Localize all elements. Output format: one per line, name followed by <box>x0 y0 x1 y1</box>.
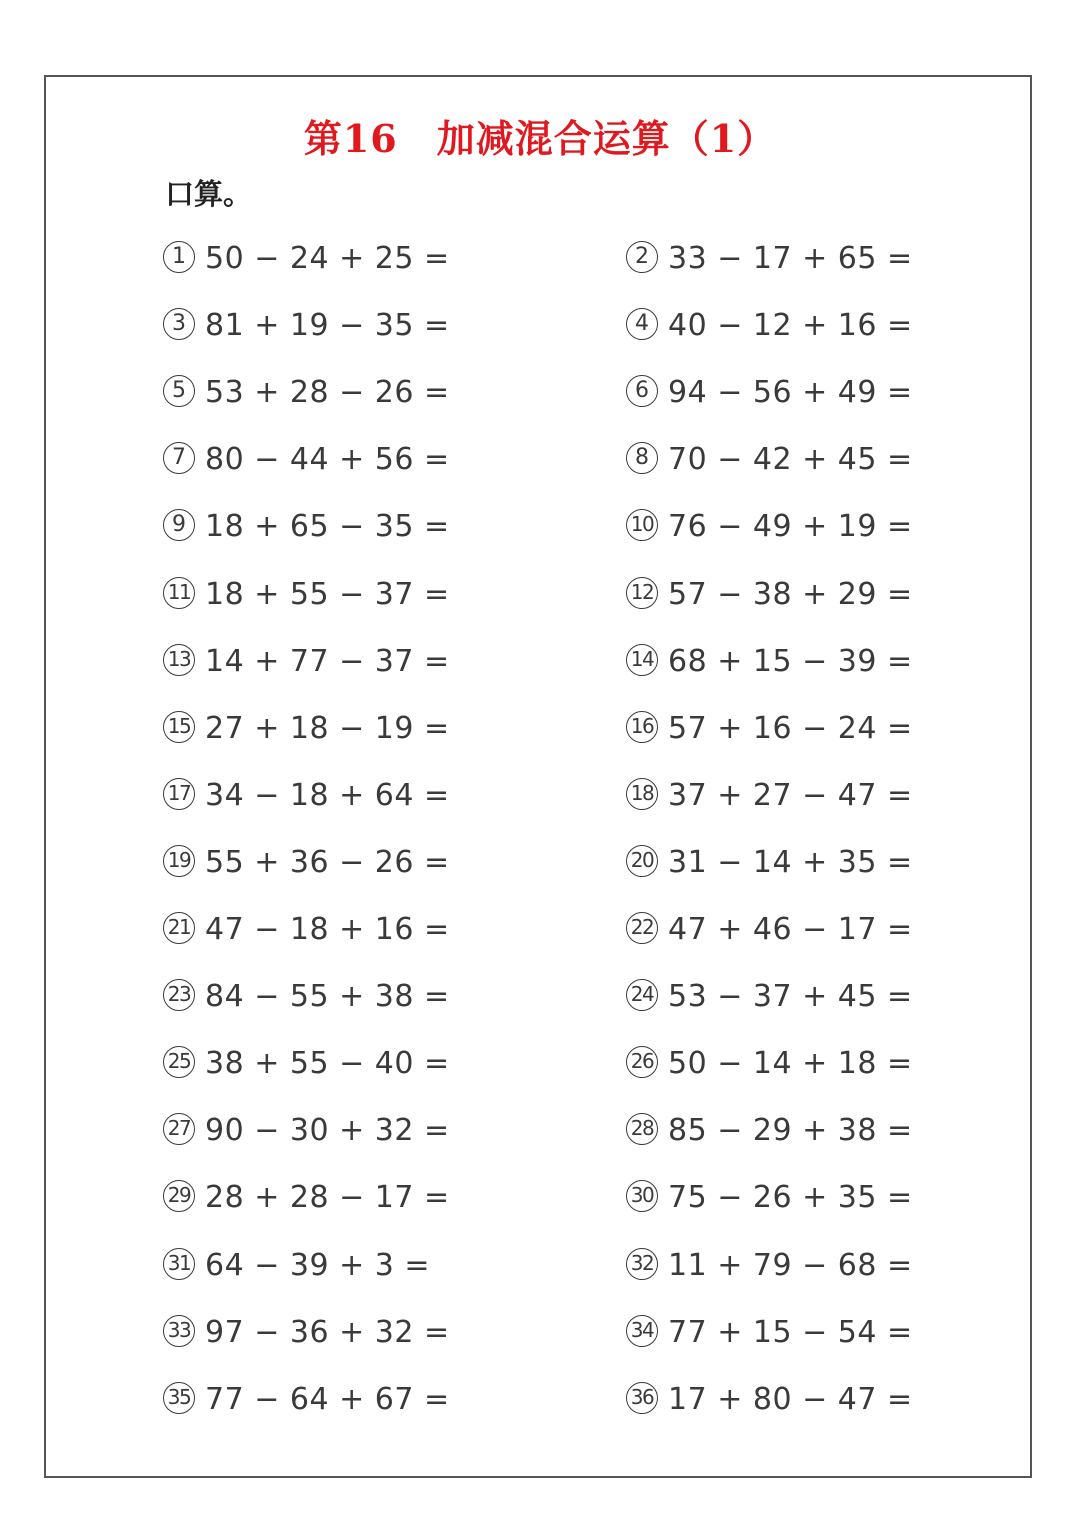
problem-expression: 18 + 65 − 35 = <box>205 508 450 544</box>
problem-item <box>163 708 450 748</box>
problem-number-circle: 23 <box>163 979 195 1011</box>
problem-number-circle: 16 <box>626 711 658 743</box>
problem-number-circle: 5 <box>163 375 195 407</box>
problem-item <box>163 641 450 681</box>
problem-item <box>626 1043 913 1083</box>
problem-item <box>163 439 450 479</box>
problem-number-circle: 27 <box>163 1113 195 1145</box>
problem-item <box>163 976 450 1016</box>
problem-number-circle: 33 <box>163 1315 195 1347</box>
problem-expression: 38 + 55 − 40 = <box>205 1045 450 1081</box>
problem-item <box>163 1312 450 1352</box>
problem-item <box>626 238 913 278</box>
problem-item <box>626 506 913 546</box>
problem-expression: 97 − 36 + 32 = <box>205 1314 450 1350</box>
problem-expression: 53 + 28 − 26 = <box>205 374 450 410</box>
problem-number-circle: 25 <box>163 1046 195 1078</box>
problem-expression: 80 − 44 + 56 = <box>205 441 450 477</box>
problem-expression: 47 + 46 − 17 = <box>668 911 913 947</box>
problem-expression: 17 + 80 − 47 = <box>668 1381 913 1417</box>
problem-number-circle: 12 <box>626 577 658 609</box>
problem-expression: 77 + 15 − 54 = <box>668 1314 913 1350</box>
problem-expression: 40 − 12 + 16 = <box>668 307 913 343</box>
problem-item <box>626 1177 913 1217</box>
problem-item <box>163 574 450 614</box>
problem-item <box>163 1177 450 1217</box>
problem-item <box>163 1245 430 1285</box>
problem-expression: 28 + 28 − 17 = <box>205 1179 450 1215</box>
problem-item <box>626 574 913 614</box>
problem-number-circle: 2 <box>626 241 658 273</box>
problem-expression: 64 − 39 + 3 = <box>205 1247 431 1283</box>
problem-number-circle: 21 <box>163 912 195 944</box>
problem-item <box>626 708 913 748</box>
problem-expression: 90 − 30 + 32 = <box>205 1112 450 1148</box>
problem-expression: 84 − 55 + 38 = <box>205 978 450 1014</box>
problem-item <box>626 976 913 1016</box>
problem-number-circle: 17 <box>163 778 195 810</box>
problem-expression: 27 + 18 − 19 = <box>205 710 450 746</box>
instruction-label: 口算。 <box>165 177 253 211</box>
problem-item <box>626 305 913 345</box>
problem-expression: 47 − 18 + 16 = <box>205 911 450 947</box>
problem-expression: 57 − 38 + 29 = <box>668 576 913 612</box>
problem-item <box>163 238 450 278</box>
problem-number-circle: 11 <box>163 577 195 609</box>
problem-item <box>626 1245 913 1285</box>
problem-item <box>626 1379 913 1419</box>
problem-number-circle: 15 <box>163 711 195 743</box>
problem-expression: 31 − 14 + 35 = <box>668 844 913 880</box>
problem-expression: 34 − 18 + 64 = <box>205 777 450 813</box>
problem-expression: 70 − 42 + 45 = <box>668 441 913 477</box>
problem-expression: 55 + 36 − 26 = <box>205 844 450 880</box>
problem-expression: 37 + 27 − 47 = <box>668 777 913 813</box>
problem-expression: 76 − 49 + 19 = <box>668 508 913 544</box>
problem-number-circle: 6 <box>626 375 658 407</box>
worksheet-title: 第16 加减混合运算（1） <box>303 116 777 161</box>
problem-number-circle: 29 <box>163 1180 195 1212</box>
problem-number-circle: 20 <box>626 845 658 877</box>
problem-number-circle: 14 <box>626 644 658 676</box>
problem-item <box>626 775 913 815</box>
problem-expression: 57 + 16 − 24 = <box>668 710 913 746</box>
problem-item <box>163 372 450 412</box>
problem-item <box>163 1379 450 1419</box>
problem-item <box>626 909 913 949</box>
problem-number-circle: 3 <box>163 308 195 340</box>
problem-number-circle: 24 <box>626 979 658 1011</box>
problem-number-circle: 9 <box>163 509 195 541</box>
problem-expression: 18 + 55 − 37 = <box>205 576 450 612</box>
problem-number-circle: 32 <box>626 1248 658 1280</box>
problem-number-circle: 31 <box>163 1248 195 1280</box>
problem-expression: 81 + 19 − 35 = <box>205 307 450 343</box>
problem-item <box>626 372 913 412</box>
problem-number-circle: 22 <box>626 912 658 944</box>
problem-number-circle: 13 <box>163 644 195 676</box>
problem-number-circle: 8 <box>626 442 658 474</box>
problem-expression: 50 − 14 + 18 = <box>668 1045 913 1081</box>
problem-number-circle: 1 <box>163 241 195 273</box>
problem-item <box>163 1043 450 1083</box>
problem-expression: 75 − 26 + 35 = <box>668 1179 913 1215</box>
problem-item <box>163 506 450 546</box>
problem-item <box>163 909 450 949</box>
problem-number-circle: 35 <box>163 1382 195 1414</box>
problem-number-circle: 7 <box>163 442 195 474</box>
problem-number-circle: 36 <box>626 1382 658 1414</box>
problem-expression: 50 − 24 + 25 = <box>205 240 450 276</box>
problem-item <box>626 842 913 882</box>
problem-item <box>626 1110 913 1150</box>
problem-item <box>626 439 913 479</box>
problem-expression: 33 − 17 + 65 = <box>668 240 913 276</box>
problem-expression: 85 − 29 + 38 = <box>668 1112 913 1148</box>
problem-expression: 68 + 15 − 39 = <box>668 643 913 679</box>
problem-item <box>626 1312 913 1352</box>
problem-expression: 11 + 79 − 68 = <box>668 1247 913 1283</box>
problem-expression: 53 − 37 + 45 = <box>668 978 913 1014</box>
problem-expression: 77 − 64 + 67 = <box>205 1381 450 1417</box>
problem-item <box>163 775 450 815</box>
problem-number-circle: 18 <box>626 778 658 810</box>
problem-item <box>163 1110 450 1150</box>
problem-number-circle: 34 <box>626 1315 658 1347</box>
problem-item <box>626 641 913 681</box>
problem-item <box>163 305 450 345</box>
problem-number-circle: 28 <box>626 1113 658 1145</box>
problem-expression: 94 − 56 + 49 = <box>668 374 913 410</box>
problem-item <box>163 842 450 882</box>
problem-number-circle: 4 <box>626 308 658 340</box>
problem-number-circle: 26 <box>626 1046 658 1078</box>
problem-number-circle: 10 <box>626 509 658 541</box>
problem-number-circle: 30 <box>626 1180 658 1212</box>
problem-number-circle: 19 <box>163 845 195 877</box>
problem-expression: 14 + 77 − 37 = <box>205 643 450 679</box>
